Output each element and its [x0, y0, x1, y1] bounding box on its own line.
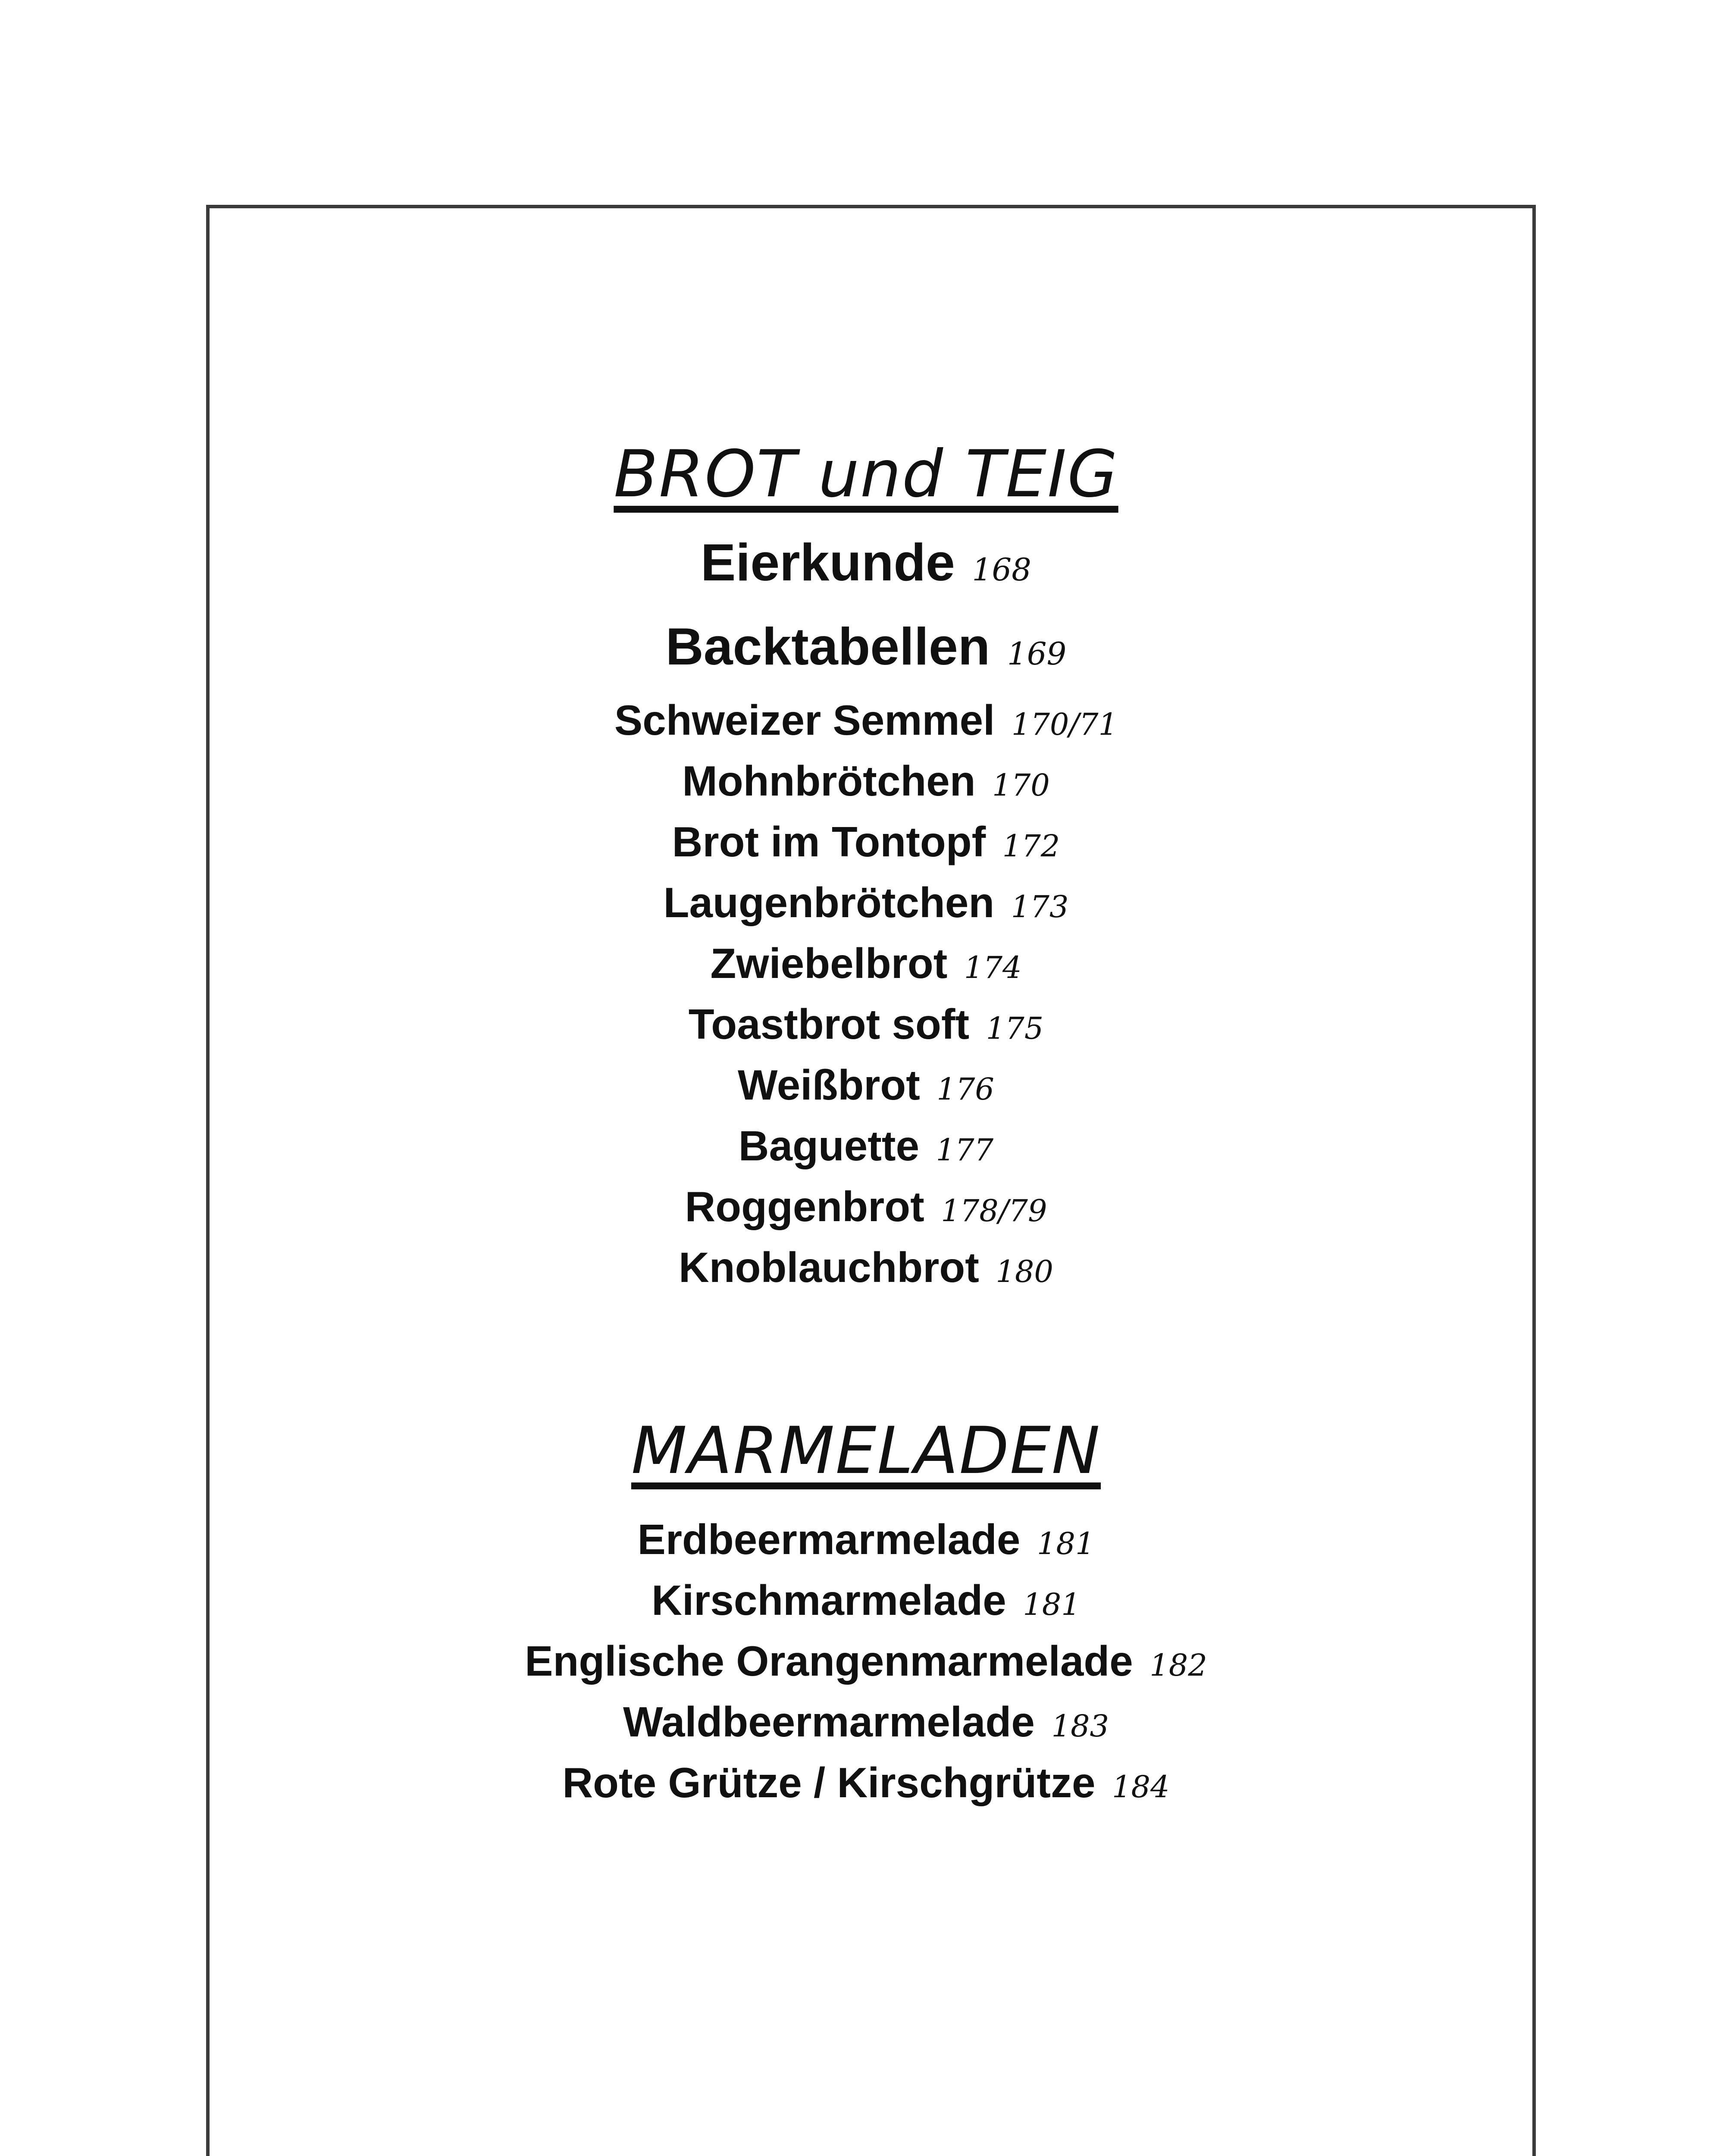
toc-entry: [0, 874, 1732, 935]
entry-title: Toastbrot soft: [688, 1000, 970, 1048]
section-heading-brot-und-teig: BROT und TEIG: [614, 437, 1118, 512]
toc-entry: [0, 753, 1732, 814]
entry-page-number: 180: [996, 1254, 1053, 1289]
toc-entry: [0, 1633, 1732, 1694]
entry-title: Englische Orangenmarmelade: [525, 1637, 1133, 1685]
entry-page-number: 175: [986, 1011, 1044, 1046]
entry-title: Baguette: [738, 1122, 920, 1169]
entry-page-number: 183: [1051, 1708, 1109, 1744]
toc-entry: [0, 814, 1732, 874]
section-heading-marmeladen: MARMELADEN: [631, 1413, 1101, 1489]
entry-title: Zwiebelbrot: [710, 940, 948, 987]
entry-title: Brot im Tontopf: [672, 818, 986, 865]
entry-title: Schweizer Semmel: [614, 696, 995, 744]
entry-page-number: 176: [936, 1072, 994, 1107]
toc-entry: [0, 524, 1732, 608]
entry-page-number: 182: [1149, 1648, 1207, 1683]
entry-title: Roggenbrot: [685, 1183, 924, 1230]
toc-entry: [0, 1511, 1732, 1572]
entry-page-number: 168: [972, 552, 1031, 588]
entry-page-number: 181: [1037, 1526, 1095, 1561]
entry-title: Backtabellen: [665, 617, 990, 676]
entry-page-number: 172: [1002, 828, 1060, 864]
entry-page-number: 184: [1112, 1769, 1170, 1805]
entry-title: Laugenbrötchen: [663, 879, 995, 926]
entry-title: Eierkunde: [701, 533, 955, 592]
entry-title: Erdbeermarmelade: [637, 1516, 1021, 1563]
entry-page-number: 174: [964, 950, 1022, 985]
entry-page-number: 170: [992, 768, 1050, 803]
entry-title: Waldbeermarmelade: [623, 1698, 1035, 1745]
entry-title: Rote Grütze / Kirschgrütze: [562, 1759, 1096, 1806]
entry-page-number: 169: [1007, 636, 1067, 672]
entry-title: Weißbrot: [738, 1061, 920, 1109]
toc-entry: [0, 608, 1732, 692]
entry-title: Mohnbrötchen: [682, 757, 976, 805]
toc-entry: [0, 935, 1732, 996]
marmeladen-list: [0, 1511, 1732, 1815]
toc-entry: [0, 1572, 1732, 1633]
entry-page-number: 178/79: [941, 1193, 1047, 1228]
toc-entry: [0, 1694, 1732, 1755]
entry-page-number: 173: [1011, 889, 1069, 924]
entry-title: Kirschmarmelade: [651, 1576, 1006, 1624]
toc-entry: [0, 1057, 1732, 1118]
entry-page-number: 177: [936, 1132, 994, 1168]
entry-title: Knoblauchbrot: [679, 1244, 979, 1291]
toc-entry: [0, 692, 1732, 753]
entry-page-number: 181: [1023, 1587, 1081, 1622]
toc-entry: [0, 1239, 1732, 1300]
toc-entry: [0, 1178, 1732, 1239]
entry-page-number: 170/71: [1011, 707, 1118, 742]
toc-entry: [0, 1118, 1732, 1178]
toc-entry: [0, 996, 1732, 1057]
toc-entry: [0, 1755, 1732, 1815]
brot-und-teig-list: [0, 524, 1732, 1300]
